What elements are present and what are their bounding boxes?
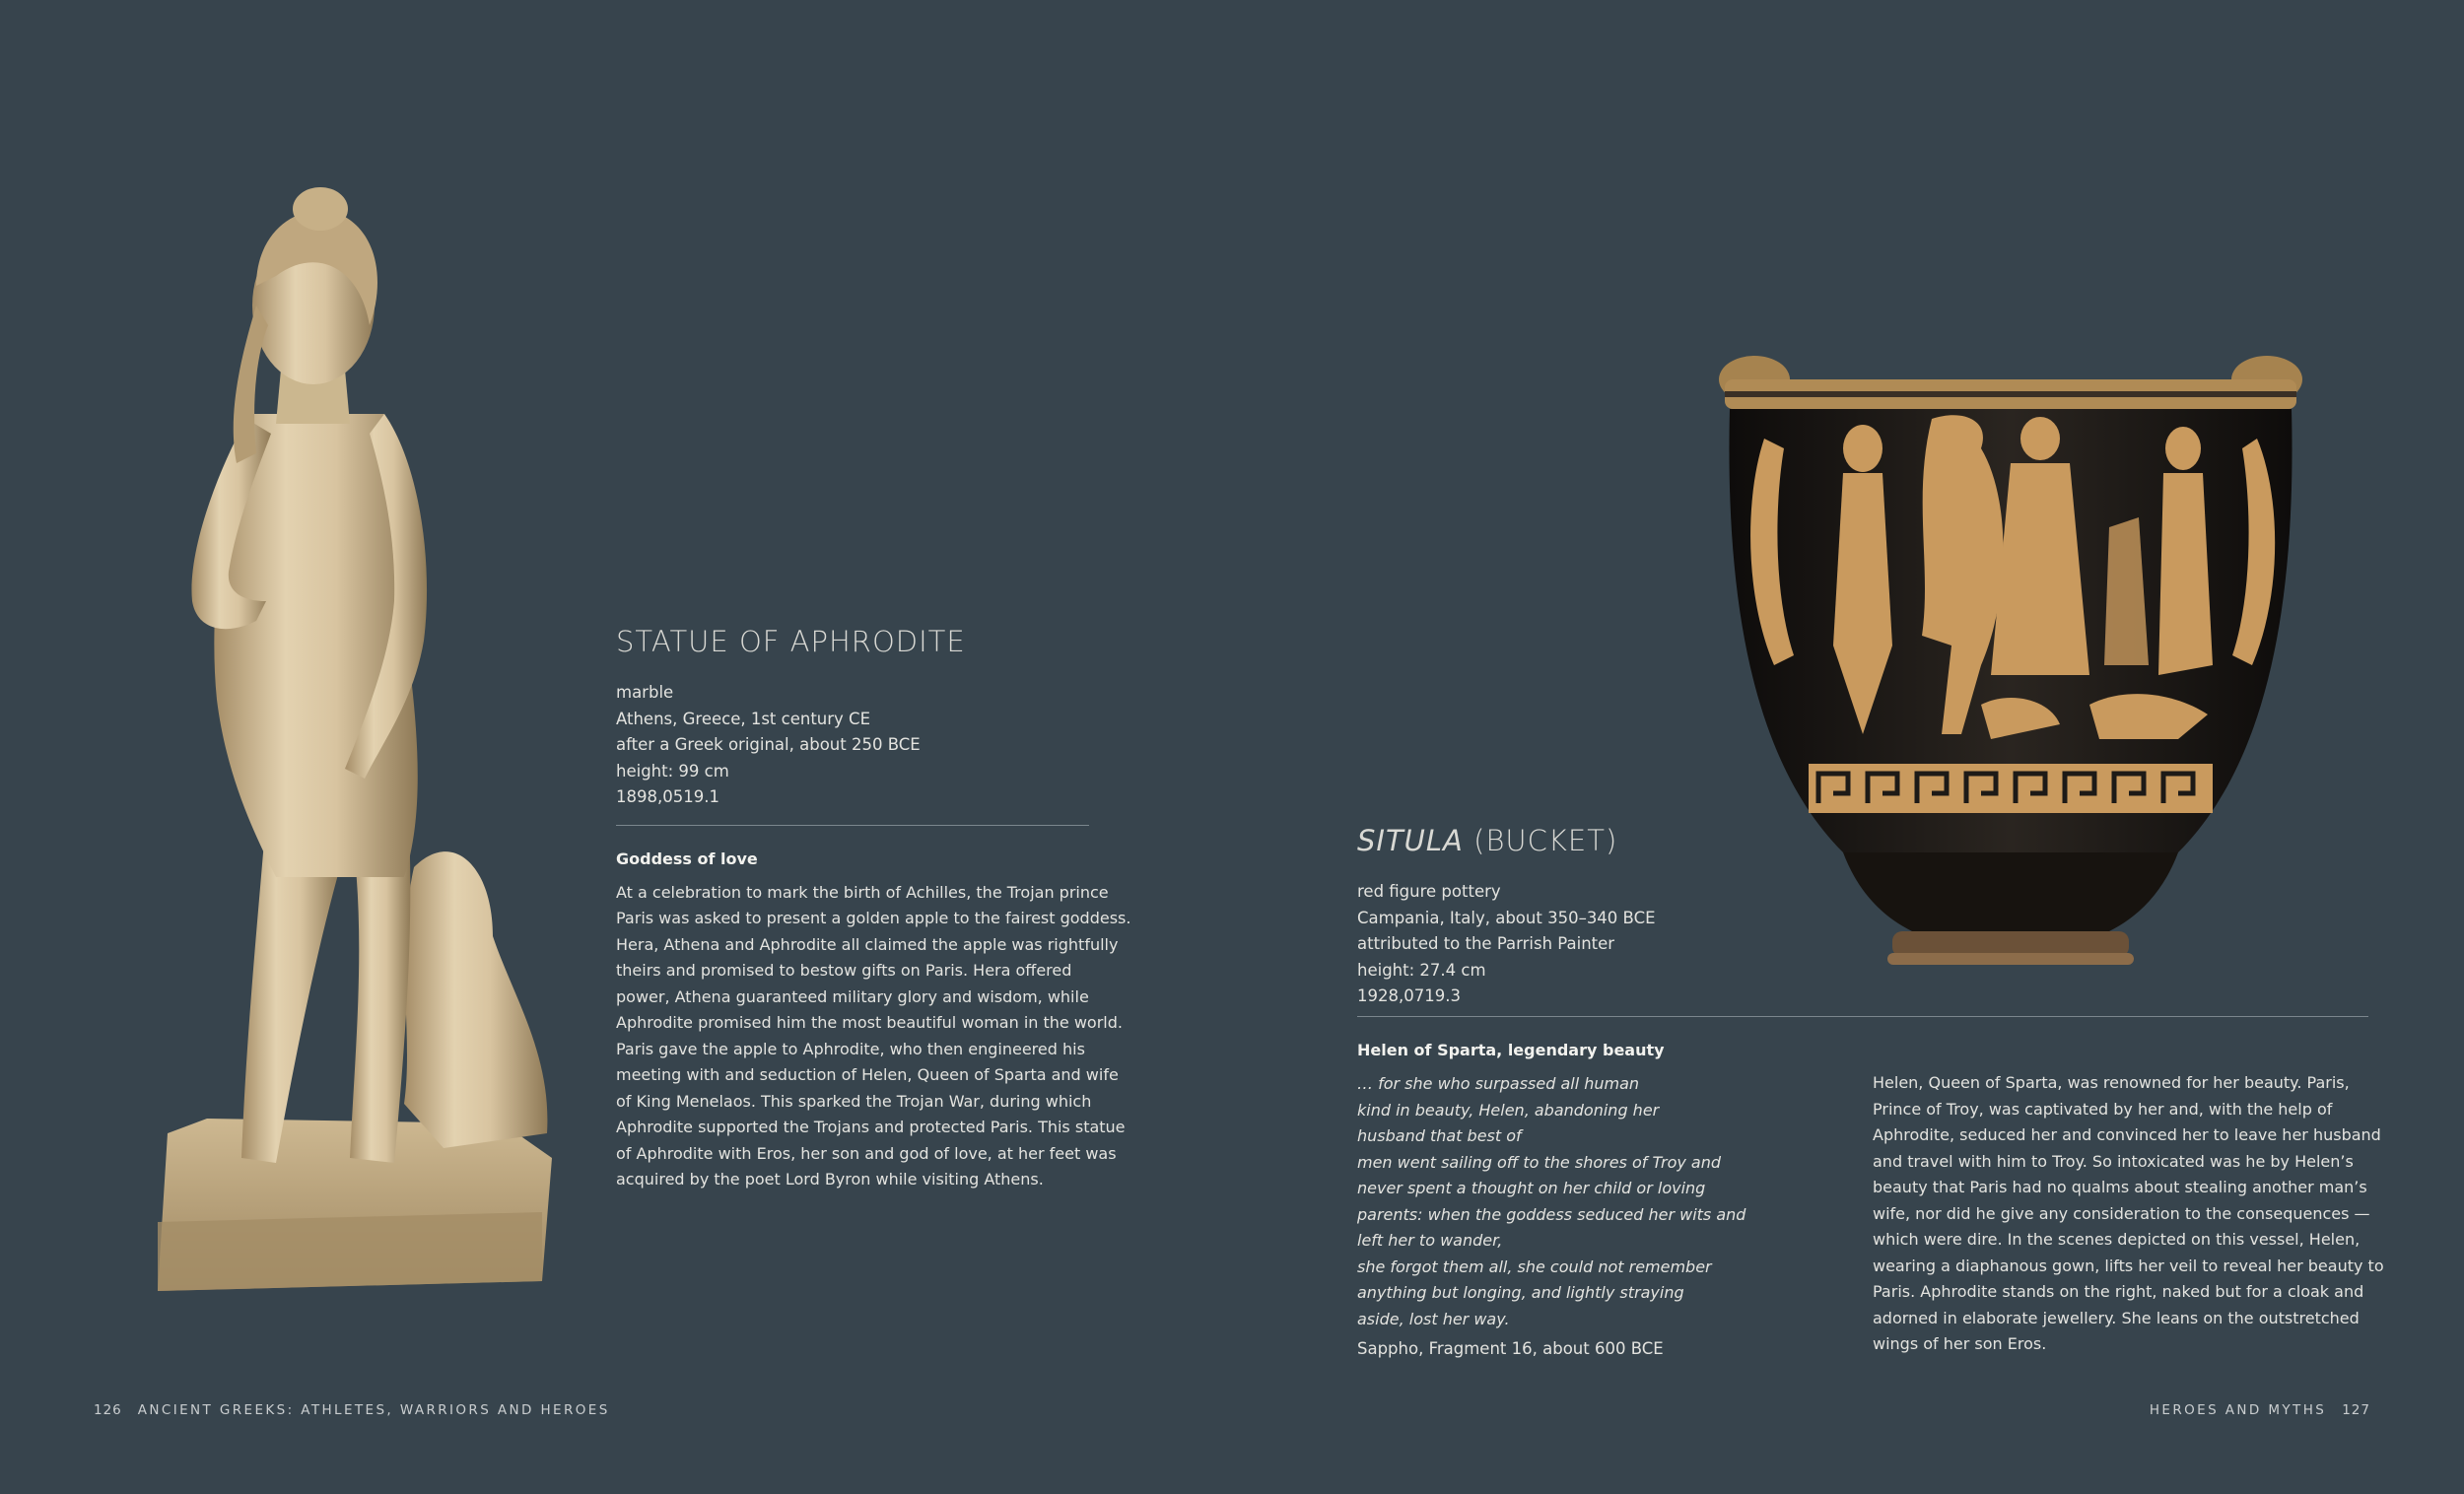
meta-material: marble: [616, 683, 674, 702]
running-title-right: HEROES AND MYTHS: [2149, 1402, 2327, 1418]
quote-line: men went sailing off to the shores of Troy and: [1357, 1152, 1722, 1172]
object-meta: [1357, 879, 1850, 1010]
aphrodite-statue-image: [148, 187, 562, 1301]
running-title-left: ANCIENT GREEKS: ATHLETES, WARRIORS AND HEROES: [137, 1402, 610, 1418]
meta-place-date: Athens, Greece, 1st century CE: [616, 709, 870, 728]
body-line: At a celebration to mark the birth of Achilles, the Trojan prince: [616, 882, 1109, 902]
left-folio: [94, 1402, 610, 1418]
object-title-italic: SITULA: [1357, 824, 1464, 857]
body-line: Paris gave the apple to Aphrodite, who then engineered his: [616, 1039, 1085, 1058]
meta-place-date: Campania, Italy, about 350–340 BCE: [1357, 908, 1656, 927]
object-title-rest: (BUCKET): [1463, 824, 1618, 857]
quote-line: husband that best of: [1357, 1126, 1522, 1145]
object-title: [1357, 824, 1850, 857]
sappho-quote: [1357, 1071, 1830, 1332]
quote-column: [1357, 1041, 1830, 1363]
quote-line: never spent a thought on her child or loving: [1357, 1179, 1706, 1197]
body-line: and travel with him to Troy. So intoxicated was he by Helen’s: [1873, 1151, 2354, 1171]
body-paragraph: [616, 880, 1131, 1193]
body-line: Aphrodite supported the Trojans and protected Paris. This statue: [616, 1118, 1126, 1136]
body-paragraph: [1873, 1070, 2384, 1358]
body-line: of Aphrodite with Eros, her son and god of love, at her feet was: [616, 1143, 1117, 1163]
body-line: Aphrodite promised him the most beautiful woman in the world.: [616, 1013, 1123, 1032]
section-subheading: Goddess of love: [616, 849, 758, 868]
body-line: meeting with and seduction of Helen, Queen of Sparta and wife: [616, 1065, 1119, 1084]
body-line: wings of her son Eros.: [1873, 1334, 2047, 1353]
quote-line: aside, lost her way.: [1357, 1309, 1510, 1328]
quote-line: anything but longing, and lightly straying: [1357, 1283, 1684, 1302]
body-line: which were dire. In the scenes depicted on this vessel, Helen,: [1873, 1230, 2361, 1249]
quote-line: kind in beauty, Helen, abandoning her: [1357, 1100, 1660, 1120]
quote-line: parents: when the goddess seduced her wits and: [1357, 1204, 1746, 1224]
body-line: Paris. Aphrodite stands on the right, naked but for a cloak and: [1873, 1282, 2364, 1301]
body-line: Prince of Troy, was captivated by her and, with the help of: [1873, 1099, 2333, 1119]
meta-height: height: 27.4 cm: [1357, 960, 1486, 980]
body-line: Hera, Athena and Aphrodite all claimed the apple was rightfully: [616, 934, 1119, 954]
meta-registration: 1898,0519.1: [616, 787, 719, 806]
meta-material: red figure pottery: [1357, 882, 1501, 901]
body-line: Aphrodite, seduced her and convinced her to leave her husband: [1873, 1125, 2381, 1144]
object-title: STATUE OF APHRODITE: [616, 625, 966, 658]
right-caption-block: [1357, 824, 1850, 1010]
section-subheading: Helen of Sparta, legendary beauty: [1357, 1041, 1665, 1059]
page-number-left: 126: [94, 1402, 122, 1418]
right-folio: [2150, 1402, 2370, 1418]
body-line: theirs and promised to bestow gifts on Paris. Hera offered: [616, 961, 1072, 980]
meta-attribution: attributed to the Parrish Painter: [1357, 934, 1615, 953]
body-line: acquired by the poet Lord Byron while visiting Athens.: [616, 1170, 1044, 1188]
body-line: Helen, Queen of Sparta, was renowned for her beauty. Paris,: [1873, 1073, 2350, 1092]
left-caption-block: [616, 625, 1131, 1193]
body-line: beauty that Paris had no qualms about stealing another man’s: [1873, 1178, 2367, 1196]
body-line: power, Athena guaranteed military glory and wisdom, while: [616, 986, 1089, 1006]
quote-source: Sappho, Fragment 16, about 600 BCE: [1357, 1339, 1664, 1358]
body-line: wearing a diaphanous gown, lifts her veil to reveal her beauty to: [1873, 1256, 2384, 1275]
meta-height: height: 99 cm: [616, 761, 729, 781]
body-line: of King Menelaos. This sparked the Trojan War, during which: [616, 1091, 1092, 1111]
divider-rule: [616, 825, 1089, 826]
quote-line: … for she who surpassed all human: [1357, 1074, 1640, 1093]
quote-line: left her to wander,: [1357, 1231, 1503, 1250]
page-number-right: 127: [2342, 1402, 2370, 1418]
object-meta: [616, 680, 1089, 811]
body-line: adorned in elaborate jewellery. She leans on the outstretched: [1873, 1308, 2360, 1327]
body-line: wife, nor did he give any consideration to the consequences —: [1873, 1203, 2370, 1223]
meta-registration: 1928,0719.3: [1357, 986, 1461, 1005]
quote-line: she forgot them all, she could not remember: [1357, 1256, 1712, 1276]
divider-rule-right: [1357, 1016, 2368, 1017]
meta-origin: after a Greek original, about 250 BCE: [616, 735, 921, 754]
body-line: Paris was asked to present a golden apple to the fairest goddess.: [616, 909, 1131, 927]
